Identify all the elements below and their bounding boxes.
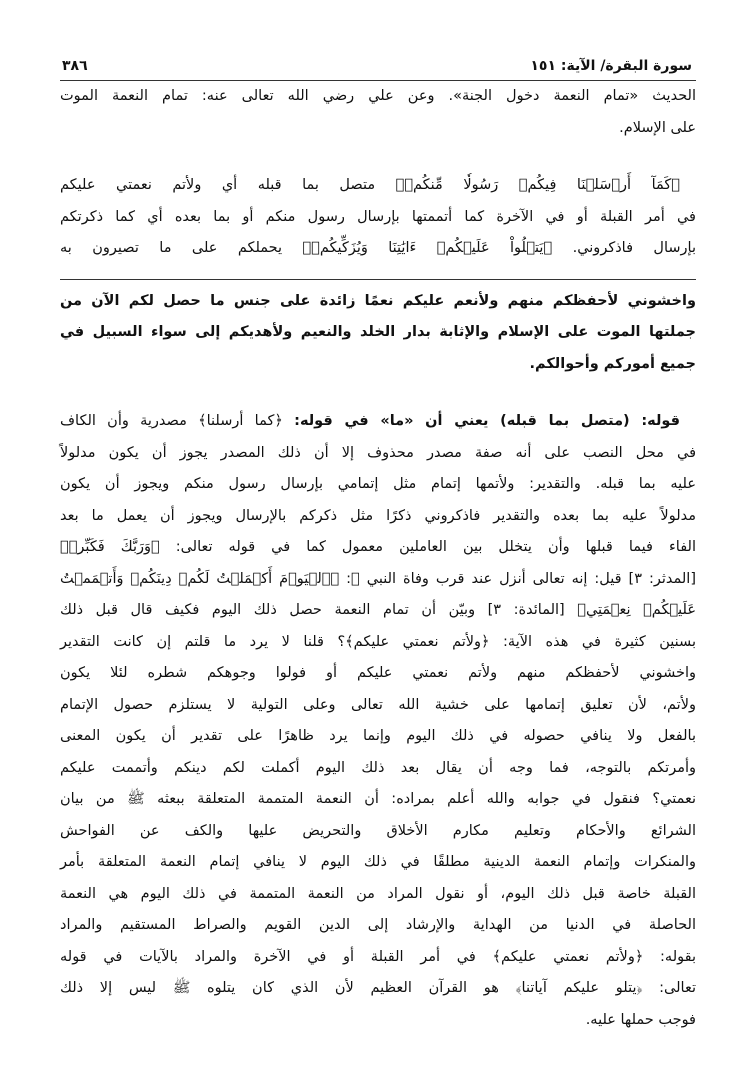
text-line: الفاء فيما قبلها وأن يتخلل بين العاملين معمول كما في قوله تعالى: ﴿وَرَبَّكَ فَكَبِّرۡ﴾ (60, 539, 696, 555)
text-line: جملتها الموت على الإسلام والإثابة بدار الخلد والنعيم ولأهديكم إلى سواء السبيل في (60, 324, 696, 340)
commentary-first-rest: ﴿كما أرسلنا﴾ مصدرية وأن الكاف (60, 413, 283, 429)
text-line: بإرسال فاذكروني. ﴿يَتۡلُواْ عَلَيۡكُمۡ ءَايَٰتِنَا وَيُزَكِّيكُمۡ﴾ يحملكم على ما تصيرون به (60, 240, 696, 256)
text-line: الشرائع والأحكام وتعليم مكارم الأخلاق والتحريض عليها والكف عن الفواحش (60, 822, 696, 839)
text-line: تعالى: ﴿يتلو عليكم آياتنا﴾ هو القرآن العظيم لأن الذي كان يتلوه ﷺ ليس إلا ذلك (60, 980, 696, 996)
text-line: واخشوني لأحفظكم منهم ولأنعم عليكم نعمًا زائدة على جنس ما حصل لكم الآن من (60, 292, 696, 309)
text-line: جميع أموركم وأحوالكم. (529, 355, 696, 372)
text-line: بقوله: ﴿ولأتم نعمتي عليكم﴾ في أمر القبلة أو في الآخرة والمراد بالآيات في قوله (60, 948, 696, 965)
page-number: ٣٨٦ (62, 58, 88, 74)
text-line: عليه بما قبله. والتقدير: ولأتمها إتمام مثل إتمامي بإرسال رسول منكم ويجوز أن يكون (60, 476, 696, 492)
text-line: على الإسلام. (619, 119, 696, 136)
text-line: نعمتي؟ فنقول في جوابه والله أعلم بمراده: أن النعمة المتممة المتعلقة ببعثه ﷺ من بيان (60, 791, 696, 807)
text-line: بسنين كثيرة في هذه الآية: ﴿ولأتم نعمتي عليكم﴾؟ قلنا لا يرد ما قلتم إن كانت التقدير (60, 633, 696, 650)
text-line: وأمرتكم بالتوجه، فما وجه أن يقال بعد ذلك اليوم أكملت لكم دينكم وأتممت عليكم (60, 759, 696, 776)
text-line: ﴿كَمَآ أَرۡسَلۡنَا فِيكُمۡ رَسُولٗا مِّنكُمۡ﴾ متصل بما قبله أي ولأتم نعمتي عليكم (60, 177, 680, 193)
verse-paragraph (60, 170, 696, 265)
text-line: الحاصلة في الدنيا من الهداية والإرشاد إلى الدين القويم والصراط المستقيم والمراد (60, 917, 696, 933)
text-line: [المدثر: ٣] قيل: إنه تعالى أنزل عند قرب وفاة النبي ﷺ: ﴿ٱلۡيَوۡمَ أَكۡمَلۡتُ لَكُمۡ دِينَكُمۡ وَأَتۡمَمۡتُ (60, 570, 696, 587)
text-line: القبلة خاصة قبل ذلك اليوم، أو نقول المراد من النعمة المتممة في ذلك اليوم هي النعمة (60, 885, 696, 902)
text-line: ولأتم، لأن تعليق إتمامها على خشية الله تعالى وعلى التولية لا يستلزم حصول الإتمام (60, 696, 696, 713)
text-line: واخشوني لأحفظكم منهم ولأتم نعمتي عليكم أو فولوا وجوهكم شطره لئلا يكون (60, 665, 696, 681)
spacer (60, 144, 696, 170)
text-line: والمنكرات وإتمام النعمة الدينية مطلقًا في ذلك اليوم لا ينافي إتمام النعمة المتعلقة بأمر (60, 854, 696, 870)
text-line (60, 406, 696, 438)
commentary-section (60, 406, 696, 1036)
text-line: بالفعل ولا ينافي حصوله في ذلك اليوم وإنما يرد ظاهرًا على تقدير أن يكون المعنى (60, 728, 696, 744)
text-line: في أمر القبلة أو في الآخرة كما أتممتها بإرسال رسول منكم أو بما بعده أي كما ذكرتكم (60, 208, 696, 225)
text-line: فوجب حملها عليه. (585, 1011, 696, 1028)
section-divider (60, 279, 696, 280)
section-explanation (60, 286, 696, 381)
section-top (60, 81, 696, 144)
header-title: سورة البقرة/ الآية: ١٥١ (530, 58, 692, 74)
text-line: الحديث «تمام النعمة دخول الجنة». وعن علي رضي الله تعالى عنه: تمام النعمة الموت (60, 88, 696, 104)
running-header (60, 58, 696, 81)
commentary-lead: قوله: (متصل بما قبله) يعني أن «ما» في قوله: (294, 413, 680, 429)
text-line: مدلولاً عليه بما بعده والتقدير فاذكروني ذكرًا مثل ذكركم بالإرسال ويجوز أن يعمل ما بعد (60, 507, 696, 524)
text-line: عَلَيۡكُمۡ نِعۡمَتِي﴾ [المائدة: ٣] وبيّن أن تمام النعمة حصل ذلك اليوم فكيف قال قبل ذلك (60, 602, 696, 618)
text-line: في محل النصب على أنه صفة مصدر محذوف إلا أن ذلك المصدر يجوز أن يكون مدلولاً (60, 444, 696, 461)
spacer (60, 380, 696, 406)
